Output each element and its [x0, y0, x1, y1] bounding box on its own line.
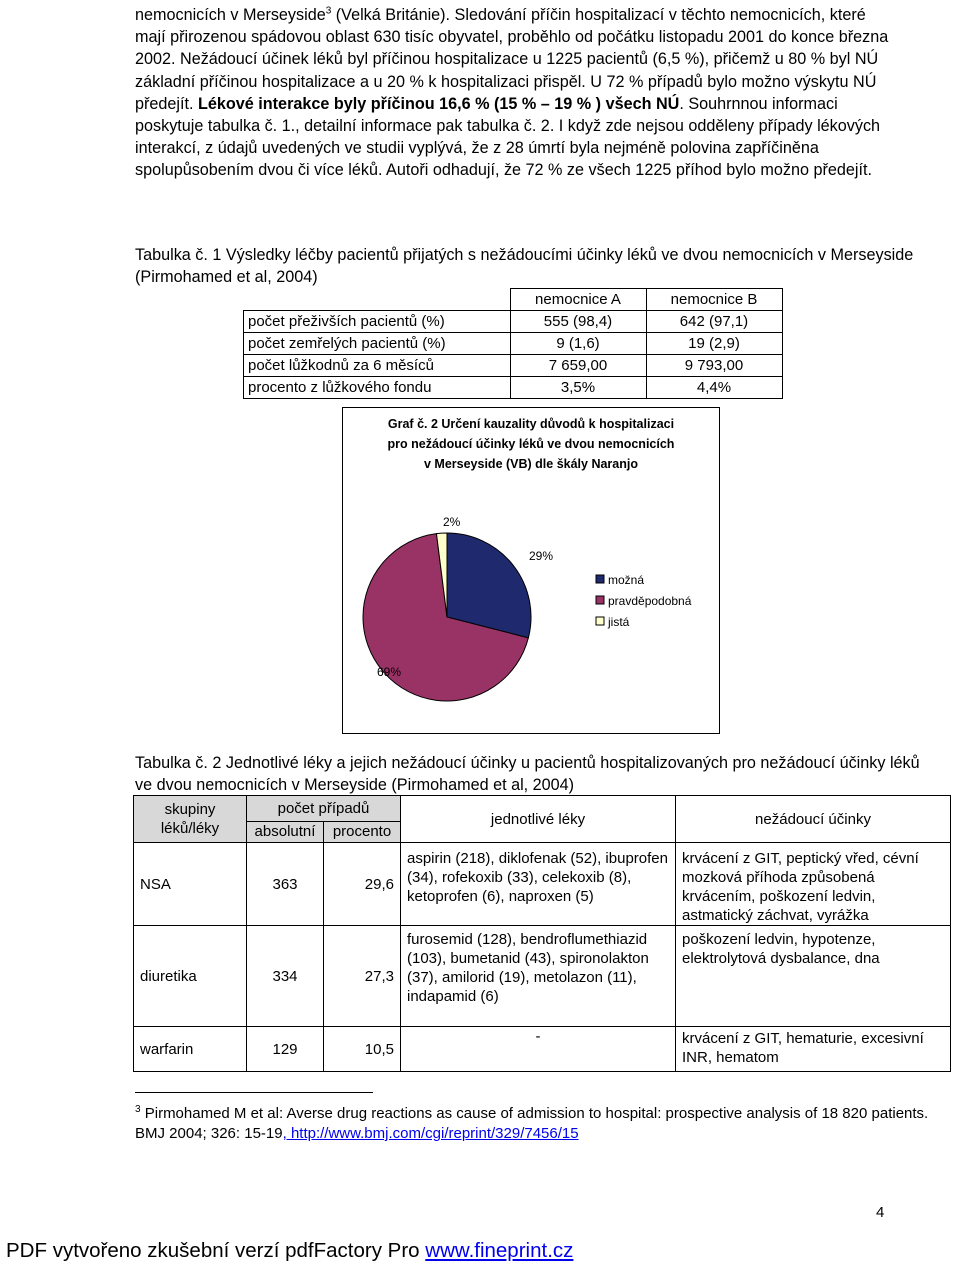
pie-data-label: 29% — [529, 549, 554, 563]
pdf-notice-link[interactable]: www.fineprint.cz — [425, 1239, 574, 1262]
table-row — [244, 333, 783, 355]
table2-pct: 10,5 — [324, 1027, 401, 1072]
table2-pct: 29,6 — [324, 843, 401, 926]
table2-effects: krvácení z GIT, peptický vřed, cévní mozková příhoda způsobená krvácením, poškození ledvin, astmatický záchvat, vyrážka — [676, 843, 951, 926]
table2-header-abs: absolutní — [247, 821, 324, 842]
footnote — [135, 1104, 935, 1144]
legend-label: možná — [608, 573, 645, 587]
table1-row-label: počet lůžkodnů za 6 měsíců — [244, 355, 511, 377]
intro-text-3: . Souhrnnou informaci poskytuje tabulka č. 1., detailní informace pak tabulka č. 2. I když zde nejsou odděleny případy lékových interakcí, z údajů uvedených ve studii vyplývá, že z 28 úmrtí byla nejméně polovina zapříčiněna spolupůsobením dvou či více léků. Autoři odhadují, že 72 % ze všech 1225 příhod bylo možno předejít. — [135, 94, 881, 180]
table2-group: warfarin — [134, 1027, 247, 1072]
table2-effects: krvácení z GIT, hematurie, excesivní INR, hematom — [676, 1027, 951, 1072]
legend-swatch — [596, 596, 604, 604]
table1-empty-header — [244, 289, 511, 311]
table1-cell-b: 642 (97,1) — [646, 311, 782, 333]
table2-header-effects: nežádoucí účinky — [676, 796, 951, 843]
chart-title-line-2: pro nežádoucí účinky léků ve dvou nemocnicích — [387, 437, 675, 451]
table2-header-row — [134, 796, 951, 822]
table-row — [244, 377, 783, 399]
pdf-notice — [6, 1239, 573, 1263]
table1-cell-a: 9 (1,6) — [510, 333, 646, 355]
footnote-divider — [135, 1092, 373, 1093]
intro-bold-statement: Lékové interakce byly příčinou 16,6 % (15 % – 19 % ) všech NÚ — [198, 94, 680, 113]
table1-row-label: procento z lůžkového fondu — [244, 377, 511, 399]
pie-data-label: 2% — [443, 515, 461, 529]
table1-row-label: počet přeživších pacientů (%) — [244, 311, 511, 333]
table-row — [134, 926, 951, 1027]
table2-abs: 129 — [247, 1027, 324, 1072]
table2-group: diuretika — [134, 926, 247, 1027]
chart-title-line-3: v Merseyside (VB) dle škály Naranjo — [424, 457, 638, 471]
table1-col-b: nemocnice B — [646, 289, 782, 311]
table1-cell-a: 555 (98,4) — [510, 311, 646, 333]
table1-cell-b: 4,4% — [646, 377, 782, 399]
table1-header-row — [244, 289, 783, 311]
legend-swatch — [596, 617, 604, 625]
table2-group: NSA — [134, 843, 247, 926]
footnote-text: Pirmohamed M et al: Averse drug reactions as cause of admission to hospital: prospective analysis of 18 820 patients. BMJ 2004; 326: 15-19 — [135, 1105, 929, 1142]
table1-cell-a: 7 659,00 — [510, 355, 646, 377]
table2-abs: 363 — [247, 843, 324, 926]
pie-chart — [343, 408, 719, 733]
pie-data-label: 69% — [377, 665, 402, 679]
legend-label: jistá — [608, 615, 630, 629]
table1-cell-a: 3,5% — [510, 377, 646, 399]
table2-pct: 27,3 — [324, 926, 401, 1027]
intro-text-1: nemocnicích v Merseyside — [135, 6, 326, 24]
table1-cell-b: 19 (2,9) — [646, 333, 782, 355]
table2-header-cases: počet případů — [247, 796, 401, 822]
table2-drugs: furosemid (128), bendroflumethiazid (103), bumetanid (43), spironolakton (37), amilorid (19), metolazon (11), indapamid (6) — [401, 926, 676, 1027]
pdf-notice-text: PDF vytvořeno zkušební verzí pdfFactory Pro — [6, 1239, 426, 1262]
table-row — [244, 355, 783, 377]
footnote-link[interactable]: , http://www.bmj.com/cgi/reprint/329/7456/15 — [282, 1125, 579, 1142]
table1-caption: Tabulka č. 1 Výsledky léčby pacientů přijatých s nežádoucími účinky léků ve dvou nemocnicích v Merseyside (Pirmohamed et al, 2004) — [135, 246, 914, 286]
intro-paragraph — [135, 4, 895, 182]
table2-header-groups: skupiny léků/léky — [134, 796, 247, 843]
intro-text-2: (Velká Británie). Sledování příčin hospitalizací v těchto nemocnicích, které mají přirozenou spádovou oblast 630 tisíc obyvatel, proběhlo od počátku listopadu 2001 do konce března 2002. Nežádoucí účinek léků byl příčinou hospitalizace u 1225 pacientů (6,5 %), přičemž u 80 % byl NÚ základní příčinou hospitalizace a u 20 % k hospitalizaci přispěl. U 72 % případů bylo možno výskytu NÚ předejít. — [135, 6, 889, 113]
table2 — [133, 795, 951, 1072]
table1 — [243, 288, 783, 399]
table2-drugs: - — [401, 1027, 676, 1072]
legend-swatch — [596, 575, 604, 583]
legend-label: pravděpodobná — [608, 594, 692, 608]
table2-header-pct: procento — [324, 821, 401, 842]
chart-title-line-1: Graf č. 2 Určení kauzality důvodů k hospitalizaci — [387, 417, 675, 431]
table1-row-label: počet zemřelých pacientů (%) — [244, 333, 511, 355]
pie-chart-box — [342, 407, 720, 734]
footnote-mark: 3 — [135, 1104, 141, 1115]
table1-col-a: nemocnice A — [510, 289, 646, 311]
table2-effects: poškození ledvin, hypotenze, elektrolytová dysbalance, dna — [676, 926, 951, 1027]
table2-caption: Tabulka č. 2 Jednotlivé léky a jejich nežádoucí účinky u pacientů hospitalizovaných pro nežádoucí účinky léků ve dvou nemocnicích v Merseyside (Pirmohamed et al, 2004) — [135, 754, 920, 794]
table2-header-drugs: jednotlivé léky — [401, 796, 676, 843]
page-number: 4 — [876, 1204, 885, 1221]
table-row — [244, 311, 783, 333]
table1-cell-b: 9 793,00 — [646, 355, 782, 377]
table-row — [134, 843, 951, 926]
table2-drugs: aspirin (218), diklofenak (52), ibuprofen (34), rofekoxib (33), celekoxib (8), ketoprofen (6), naproxen (5) — [401, 843, 676, 926]
table2-abs: 334 — [247, 926, 324, 1027]
footnote-ref[interactable]: 3 — [325, 5, 332, 17]
table-row — [134, 1027, 951, 1072]
